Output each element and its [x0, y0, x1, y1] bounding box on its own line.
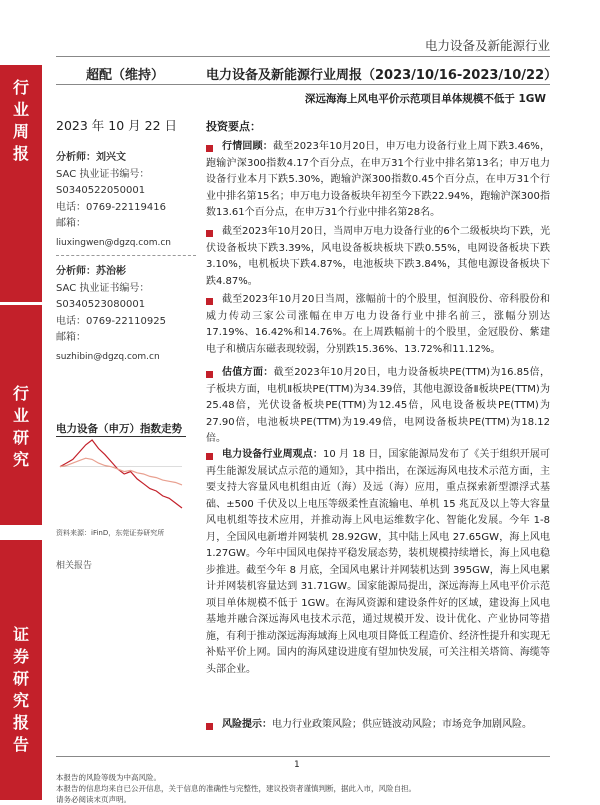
- analyst-name: 分析师：苏治彬: [56, 266, 126, 277]
- analyst-cert: S0340523080001: [56, 299, 146, 310]
- footer-line: 本报告的风险等级为中高风险。: [56, 773, 161, 782]
- section-valuation: [206, 365, 550, 448]
- section-text: 截至2023年10月20日，当周申万电力设备行业的6个二级板块均下跌，光伏设备板块下跌3.39%，风电设备板块板块下跌0.55%，电网设备板块下跌3.10%，电机板块下跌4.87%，电池板块下跌3.84%，其他电源设备板块下跌4.87%。: [206, 226, 550, 287]
- analyst-name: 分析师：刘兴文: [56, 152, 126, 163]
- analyst-divider: [56, 255, 196, 256]
- chart-title: 电力设备（申万）指数走势: [56, 423, 182, 435]
- footer-line: 本报告的信息均来自已公开信息，关于信息的准确性与完整性，建议投资者谨慎判断，据此入市，风险自担。: [56, 784, 416, 793]
- sidebar-block-report-type: 行 业 周 报: [0, 65, 42, 302]
- section-title: 估值方面：: [222, 367, 274, 378]
- section-title: 风险提示：: [222, 719, 272, 730]
- analyst-cert-label: SAC 执业证书编号：: [56, 168, 150, 180]
- analyst-email-label: 邮箱：: [56, 218, 86, 229]
- index-trend-chart: [56, 436, 186, 512]
- footer-disclaimer: [56, 772, 556, 805]
- section-title: 电力设备行业周观点：: [222, 449, 323, 460]
- section-sub-sectors: [206, 224, 550, 290]
- section-risk: [206, 717, 550, 734]
- section-text: 10 月 18 日，国家能源局发布了《关于组织开展可再生能源发展试点示范的通知》，其中指出，在深远海风电技术示范方面，主要支持大容量风电机组由近（海）及远（海）应用，重点探索新型漂浮式基础、±500 千伏及以上电压等级柔性直流输电、单机 15 兆瓦及以上等大容量风电机组等技术应用，并推动海上风电运维数字化、智能化发展。今年 1-8 月，全国风电新增并网装机 28.92GW，其中陆上风电 27.65GW，海上风电 1.27GW。今年中国风电保持平稳发展态势，装机规模持续增长，海上风电稳步推进。截至今年 8 月底，全国风电累计并网装机达到 395GW，海上风电累计并网装机容量达到 31.71GW。国家能源局提出，深远海海上风电平价示范项目单体规模不低于 1GW。在海风资源和建设条件好的区域，建设海上风电基地并融合深远海风电技术示范，通过规模开发、设计优化、产业协同等措施，有利于推动深远海海域海上风电项目降低工程造价、经济性提升和实现无补贴平价上网。国内的海风建设进度有望加快发展，可关注相关塔筒、海缆等头部企业。: [206, 449, 550, 675]
- title-divider: [56, 84, 550, 85]
- section-market-review: [206, 139, 550, 222]
- analyst-phone: 电话：0769-22110925: [56, 315, 166, 327]
- rating: 超配（维持）: [86, 68, 165, 83]
- section-text: 截至2023年10月20日当周，涨幅前十的个股里，恒润股份、帝科股份和威力传动三家公司涨幅在申万电力设备行业中排名前三，涨幅分别达17.19%、16.42%和14.76%。在上周跌幅前十的个股里，金冠股份、紫建电子和横店东磁表现较弱，分别跌15.36%、13.72%和11.12%。: [206, 294, 550, 355]
- related-reports-heading: 相关报告: [56, 561, 93, 571]
- section-weekly-view: [206, 447, 550, 678]
- analyst-cert-label: SAC 执业证书编号：: [56, 282, 150, 294]
- sidebar-block-research: 行 业 研 究: [0, 305, 42, 525]
- analyst-cert: S0340522050001: [56, 185, 146, 196]
- chart-series-line-0: [60, 440, 182, 508]
- analyst-card: [56, 150, 196, 251]
- report-date: 2023 年 10 月 22 日: [56, 118, 177, 133]
- analyst-email[interactable]: suzhibin@dgzq.com.cn: [56, 351, 160, 362]
- chart-source: 资料来源：iFinD，东莞证券研究所: [56, 529, 165, 537]
- header-divider: [56, 56, 550, 57]
- section-text: 截至2023年10月20日，电力设备板块PE(TTM)为16.85倍，子板块方面，电机Ⅱ板块PE(TTM)为34.39倍，其他电源设备Ⅱ板块PE(TTM)为25.48倍，光伏设备板块PE(TTM)为12.45倍，风电设备板块PE(TTM)为27.90倍，电池板块PE(TTM)为19.49倍，电网设备板块PE(TTM)为18.12倍。: [206, 367, 550, 444]
- analyst-email-label: 邮箱：: [56, 332, 86, 343]
- footer-divider: [56, 756, 550, 757]
- sidebar-block-securities: 证 券 研 究 报 告: [0, 540, 42, 800]
- analyst-email[interactable]: liuxingwen@dgzq.com.cn: [56, 237, 172, 248]
- sidebar: [0, 65, 42, 800]
- section-top-stocks: [206, 292, 550, 358]
- header-industry: 电力设备及新能源行业: [424, 38, 550, 53]
- section-text: 截至2023年10月20日，申万电力设备行业上周下跌3.46%，跑输沪深300指数4.17个百分点，在申万31个行业中排名第13名；申万电力设备行业本月下跌5.30%，跑输沪深300指数0.45个百分点，在申万31个行业中排名第15名；申万电力设备板块年初至今下跌22.94%，跑输沪深300指数13.61个百分点，在申万31个行业中排名第28名。: [206, 141, 551, 218]
- report-subtitle: 深远海海上风电平价示范项目单体规模不低于 1GW: [304, 93, 546, 105]
- section-title: 行情回顾：: [222, 141, 273, 152]
- page-number: 1: [294, 760, 300, 770]
- report-title: 电力设备及新能源行业周报（2023/10/16-2023/10/22）: [206, 68, 558, 83]
- analyst-card: [56, 264, 196, 365]
- section-text: 电力行业政策风险；供应链波动风险；市场竞争加剧风险。: [272, 719, 532, 730]
- analyst-phone: 电话：0769-22119416: [56, 201, 166, 213]
- invest-heading: 投资要点：: [206, 120, 261, 133]
- footer-line: 请务必阅读末页声明。: [56, 795, 131, 804]
